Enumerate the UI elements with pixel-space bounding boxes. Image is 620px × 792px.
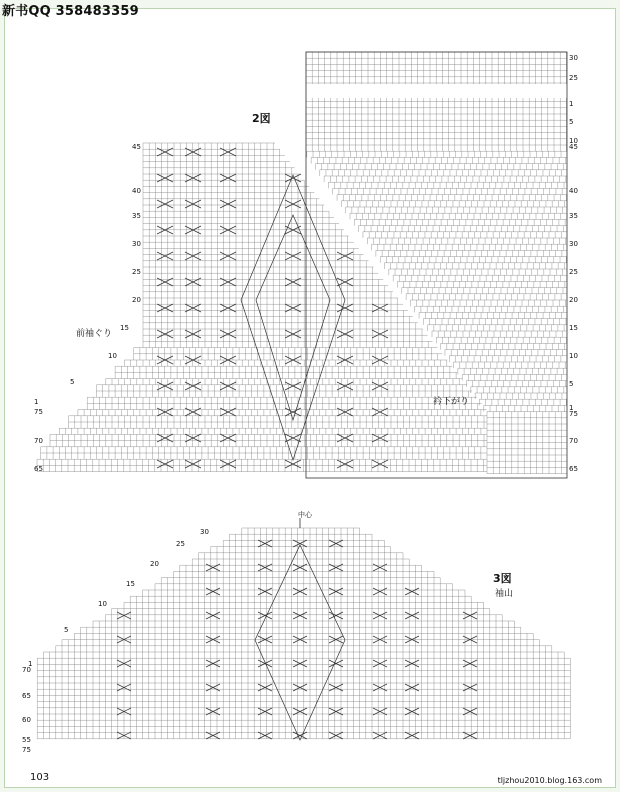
- cable-cross: [157, 200, 173, 208]
- central-diamond: [241, 175, 345, 460]
- cable-cross: [337, 330, 353, 338]
- cable-cross: [185, 278, 201, 286]
- cable-cross: [185, 330, 201, 338]
- cable-cross: [220, 200, 236, 208]
- cable-cross: [337, 460, 353, 468]
- cable-cross: [220, 460, 236, 468]
- cable-cross: [157, 304, 173, 312]
- cable-cross: [337, 252, 353, 260]
- cable-cross: [285, 252, 301, 260]
- cable-cross: [185, 460, 201, 468]
- chart-figure-3: [37, 518, 570, 740]
- cable-cross: [157, 460, 173, 468]
- cable-cross: [220, 278, 236, 286]
- cable-cross: [157, 330, 173, 338]
- cable-cross: [285, 460, 301, 468]
- cable-cross: [157, 252, 173, 260]
- cable-cross: [337, 304, 353, 312]
- cable-cross: [185, 174, 201, 182]
- cable-cross: [185, 434, 201, 442]
- cable-cross: [220, 408, 236, 416]
- cable-cross: [285, 304, 301, 312]
- cable-cross: [185, 252, 201, 260]
- cable-cross: [372, 304, 388, 312]
- cable-cross: [157, 382, 173, 390]
- cable-cross: [220, 434, 236, 442]
- cable-cross: [157, 226, 173, 234]
- cable-cross: [185, 304, 201, 312]
- cable-cross: [157, 174, 173, 182]
- cable-cross: [220, 304, 236, 312]
- cable-cross: [220, 174, 236, 182]
- cable-cross: [157, 278, 173, 286]
- cable-cross: [185, 226, 201, 234]
- cable-cross: [185, 200, 201, 208]
- header-title: 新书QQ 358483359: [2, 4, 139, 19]
- panel-outline: [306, 52, 567, 478]
- cable-cross: [285, 434, 301, 442]
- cable-cross: [185, 382, 201, 390]
- cable-cross: [337, 278, 353, 286]
- cable-cross: [185, 408, 201, 416]
- cable-cross: [372, 460, 388, 468]
- cable-cross: [285, 200, 301, 208]
- cable-cross: [372, 408, 388, 416]
- cable-cross: [157, 434, 173, 442]
- cable-cross: [220, 382, 236, 390]
- cable-cross: [220, 252, 236, 260]
- cable-cross: [157, 408, 173, 416]
- cable-cross: [220, 330, 236, 338]
- chart-figure-2-right-panel: [306, 52, 567, 478]
- cable-cross: [285, 382, 301, 390]
- cable-cross: [337, 434, 353, 442]
- cable-cross: [285, 330, 301, 338]
- cable-cross: [372, 434, 388, 442]
- cable-cross: [285, 278, 301, 286]
- panel-gap: [306, 84, 567, 98]
- cable-cross: [372, 330, 388, 338]
- cable-cross: [372, 382, 388, 390]
- cable-cross: [285, 408, 301, 416]
- cable-cross: [220, 226, 236, 234]
